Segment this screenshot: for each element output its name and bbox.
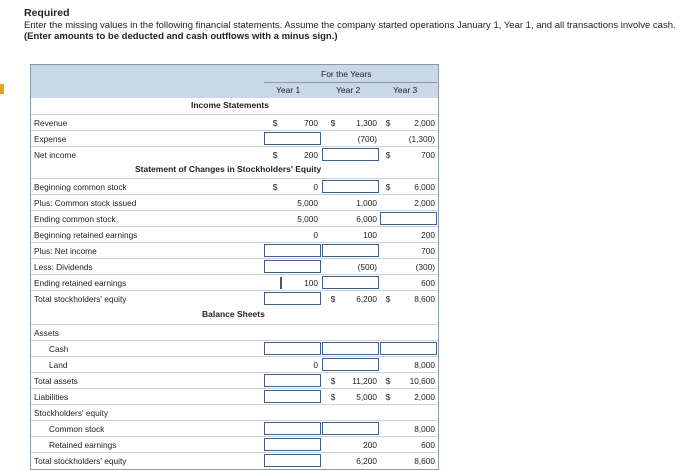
balance-row-cash [31, 340, 438, 357]
row-label: Total stockholders' equity [34, 456, 127, 466]
equity-row-ending-retained-earnings [31, 274, 438, 291]
row-label: Total stockholders' equity [34, 294, 127, 304]
equity-row-ending-common-stock [31, 210, 438, 227]
cash-year1-input[interactable] [264, 342, 321, 355]
row-label: Beginning common stock [34, 182, 127, 192]
year3-value: 2,000 [414, 392, 435, 402]
currency-symbol: $ [385, 150, 391, 160]
balance-row-stockholders-equity [31, 404, 438, 421]
balance-row-common-stock [31, 420, 438, 437]
expense-year1-input[interactable] [264, 132, 321, 145]
bs-common-stock-year1-input[interactable] [264, 422, 321, 435]
for-the-years-label: For the Years [321, 69, 372, 79]
year1-value: 5,000 [297, 214, 318, 224]
row-label: Cash [49, 344, 69, 354]
row-label: Ending common stock [34, 214, 116, 224]
year3-value: 2,000 [414, 198, 435, 208]
year1-value: 5,000 [297, 198, 318, 208]
currency-symbol: $ [272, 182, 278, 192]
currency-symbol: $ [385, 392, 391, 402]
total-equity-year1-input[interactable] [264, 292, 321, 305]
income-section-title [31, 98, 438, 113]
income-title: Income Statements [191, 100, 269, 110]
liabilities-year1-input[interactable] [264, 390, 321, 403]
year1-value: 200 [304, 150, 318, 160]
total-assets-year1-input[interactable] [264, 374, 321, 387]
balance-section-title [31, 307, 438, 323]
row-label: Plus: Net income [34, 246, 97, 256]
financial-statements-table [30, 64, 439, 470]
currency-symbol: $ [330, 392, 336, 402]
year3-value: 8,000 [414, 424, 435, 434]
year3-value: 6,000 [414, 182, 435, 192]
equity-net-income-year1-input[interactable] [264, 244, 321, 257]
bs-retained-earnings-year1-input[interactable] [264, 438, 321, 451]
land-year2-input[interactable] [322, 358, 379, 371]
beginning-common-stock-year2-input[interactable] [322, 180, 379, 193]
income-row-expense [31, 130, 438, 147]
equity-row-dividends [31, 258, 438, 275]
currency-symbol: $ [330, 376, 336, 386]
left-edge-marker [0, 84, 4, 94]
currency-symbol: $ [330, 294, 336, 304]
year1-value: 100 [304, 278, 318, 288]
row-label: Beginning retained earnings [34, 230, 138, 240]
row-label: Expense [34, 134, 67, 144]
year2-value: 100 [363, 230, 377, 240]
year3-value: (300) [415, 262, 435, 272]
equity-net-income-year2-input[interactable] [322, 244, 379, 257]
currency-symbol: $ [385, 294, 391, 304]
row-label: Retained earnings [49, 440, 117, 450]
row-label: Stockholders' equity [34, 408, 108, 418]
year3-value: (1,300) [408, 134, 435, 144]
row-label: Less: Dividends [34, 262, 93, 272]
instruction-bold: (Enter amounts to be deducted and cash outflows with a minus sign.) [24, 31, 338, 42]
currency-symbol: $ [385, 376, 391, 386]
row-label: Total assets [34, 376, 78, 386]
row-label: Net income [34, 150, 76, 160]
year2-value: 200 [363, 440, 377, 450]
balance-row-liabilities [31, 388, 438, 405]
income-row-revenue [31, 114, 438, 131]
row-label: Revenue [34, 118, 68, 128]
year2-value: 1,000 [356, 198, 377, 208]
currency-symbol: $ [272, 150, 278, 160]
balance-row-assets [31, 324, 438, 341]
equity-section-title [31, 162, 438, 177]
year2-value: 6,200 [356, 456, 377, 466]
year3-value: 600 [421, 278, 435, 288]
ending-retained-earnings-year2-input[interactable] [322, 276, 379, 289]
cash-year3-input[interactable] [380, 342, 437, 355]
row-label: Common stock [49, 424, 105, 434]
currency-symbol: $ [385, 118, 391, 128]
year1-value: 0 [313, 230, 318, 240]
income-row-net-income [31, 146, 438, 163]
year2-value: 11,200 [352, 376, 377, 386]
table-header [31, 65, 438, 98]
year3-value: 8,000 [414, 360, 435, 370]
row-label: Assets [34, 328, 59, 338]
equity-row-beginning-retained-earnings [31, 226, 438, 243]
header-rule [264, 82, 437, 83]
balance-row-land [31, 356, 438, 373]
balance-row-total-assets [31, 372, 438, 389]
equity-row-beginning-common-stock [31, 178, 438, 195]
row-label: Liabilities [34, 392, 69, 402]
balance-row-retained-earnings [31, 436, 438, 453]
cash-year2-input[interactable] [322, 342, 379, 355]
year3-value: 600 [421, 440, 435, 450]
equity-row-net-income [31, 242, 438, 259]
year1-value: 0 [313, 182, 318, 192]
year3-header: Year 3 [393, 85, 418, 95]
instruction-text: Enter the missing values in the following financial statements. Assume the company started operations January 1, Year 1, and all transactions involve cash. [24, 20, 676, 31]
year3-value: 10,600 [409, 376, 435, 386]
year3-value: 700 [421, 246, 435, 256]
year2-value: 1,300 [356, 118, 377, 128]
year3-value: 2,000 [414, 118, 435, 128]
year2-header: Year 2 [336, 85, 361, 95]
equity-row-total-equity [31, 290, 438, 307]
dividends-year1-input[interactable] [264, 260, 321, 273]
row-label: Land [49, 360, 68, 370]
equity-row-common-stock-issued [31, 194, 438, 211]
year2-value: (500) [357, 262, 377, 272]
balance-row-total-equity [31, 452, 438, 469]
year2-value: 5,000 [356, 392, 377, 402]
net-income-year2-input[interactable] [322, 148, 379, 161]
currency-symbol: $ [385, 182, 391, 192]
row-label: Plus: Common stock issued [34, 198, 137, 208]
year3-value: 700 [421, 150, 435, 160]
row-label: Ending retained earnings [34, 278, 127, 288]
year2-value: (700) [357, 134, 377, 144]
year3-value: 200 [421, 230, 435, 240]
ending-common-stock-year3-input[interactable] [380, 212, 437, 225]
year3-value: 8,600 [414, 294, 435, 304]
bs-common-stock-year2-input[interactable] [322, 422, 379, 435]
year1-value: 700 [304, 118, 318, 128]
year2-value: 6,000 [356, 214, 377, 224]
year2-value: 6,200 [356, 294, 377, 304]
balance-title: Balance Sheets [202, 309, 265, 319]
required-heading: Required [24, 7, 70, 19]
currency-symbol: $ [330, 118, 336, 128]
bs-total-equity-year1-input[interactable] [264, 454, 321, 467]
year3-value: 8,600 [414, 456, 435, 466]
instructions [24, 20, 684, 42]
year1-value: 0 [313, 360, 318, 370]
equity-title: Statement of Changes in Stockholders' Equity [135, 164, 322, 174]
currency-symbol: $ [272, 118, 278, 128]
year1-header: Year 1 [276, 85, 301, 95]
